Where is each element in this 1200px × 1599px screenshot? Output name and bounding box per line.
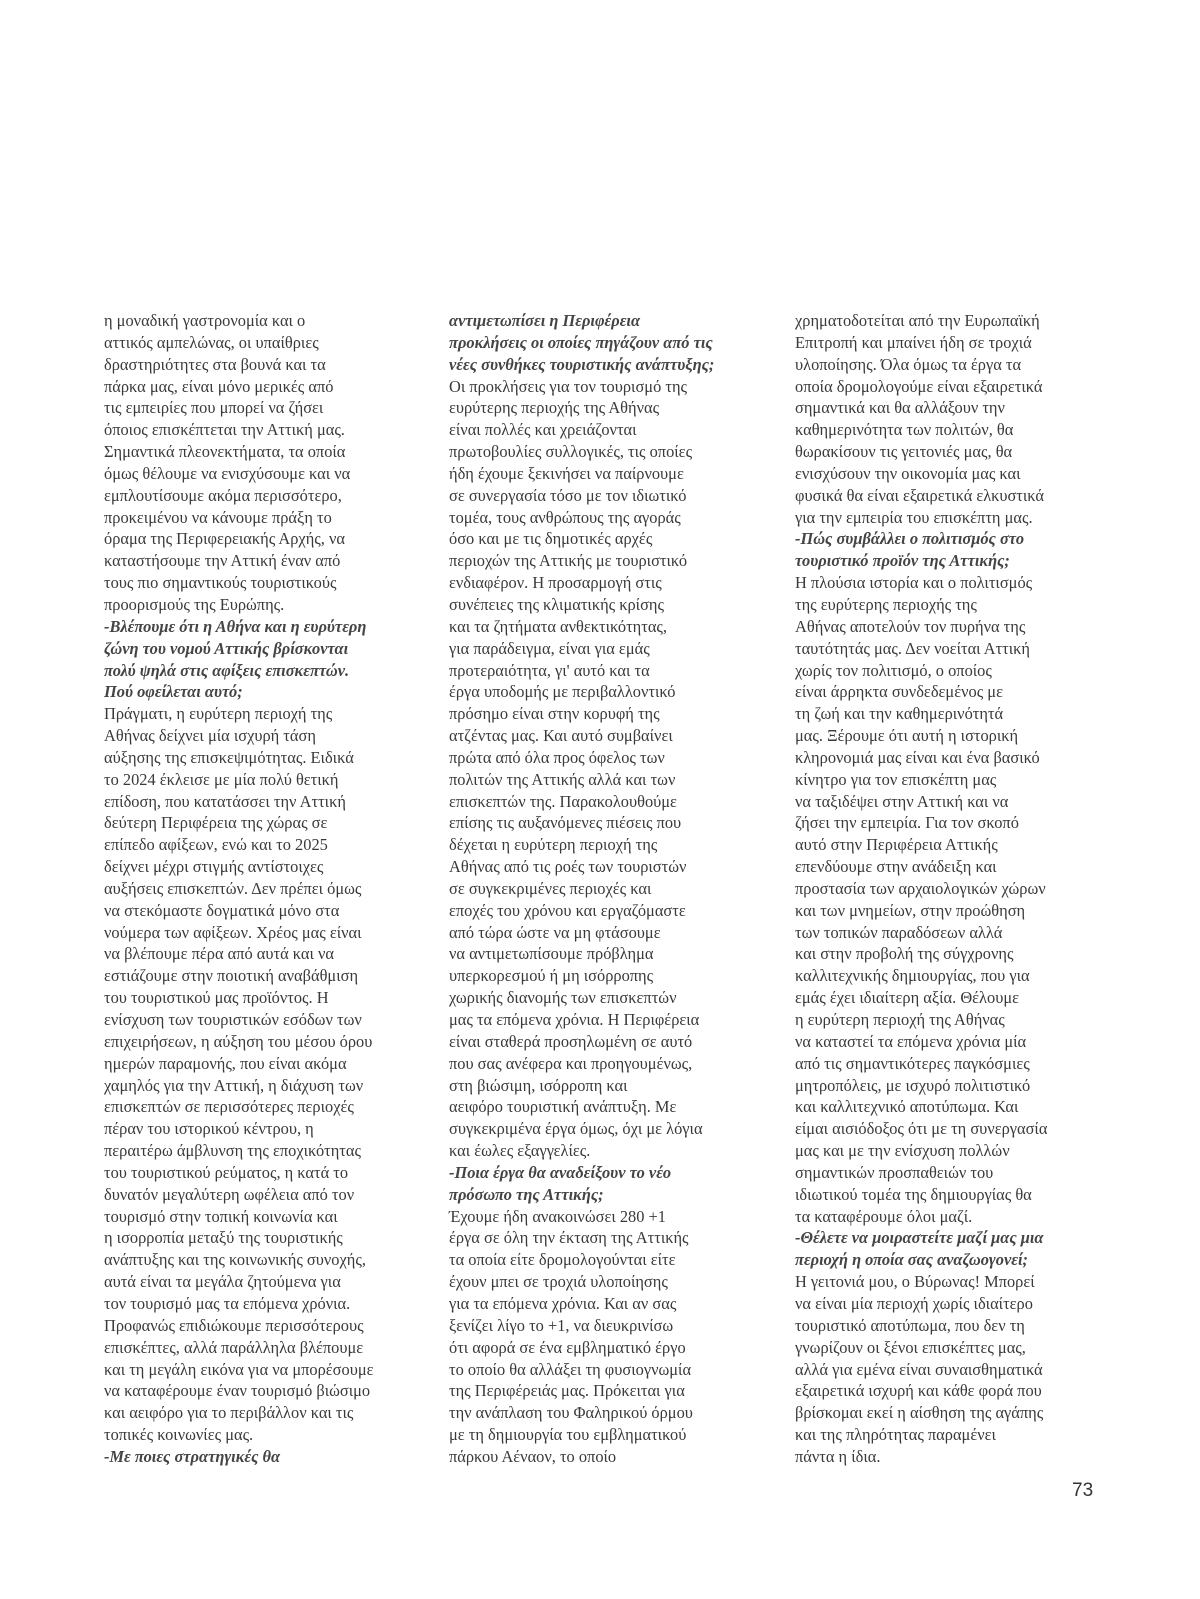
article-text-line: το οποίο θα αλλάξει τη φυσιογνωμία: [449, 1359, 692, 1379]
article-text-line: είναι άρρηκτα συνδεδεμένος με: [795, 682, 1003, 702]
article-text-line: μας. Ξέρουμε ότι αυτή η ιστορική: [795, 726, 1019, 746]
article-text-line: υλοποίησης. Όλα όμως τα έργα τα: [795, 354, 1022, 374]
article-text-line: δυνατόν μεγαλύτερη ωφέλεια από τον: [104, 1184, 355, 1204]
article-text-line: η ισορροπία μεταξύ της τουριστικής: [104, 1228, 343, 1248]
article-text-line: μητροπόλεις, με ισχυρό πολιτιστικό: [795, 1075, 1031, 1095]
article-text-line: στη βιώσιμη, ισόρροπη και: [449, 1075, 628, 1095]
interview-question-line: αντιμετωπίσει η Περιφέρεια: [449, 311, 641, 330]
article-text-line: να στεκόμαστε δογματικά μόνο στα: [104, 900, 340, 920]
article-text-line: με τη δημιουργία του εμβληματικού: [449, 1425, 687, 1445]
article-text-line: αειφόρο τουριστική ανάπτυξη. Με: [449, 1097, 677, 1117]
article-text-line: βρίσκομαι εκεί η αίσθηση της αγάπης: [795, 1403, 1044, 1423]
interview-question-line: -Βλέπουμε ότι η Αθήνα και η ευρύτερη: [104, 616, 367, 636]
article-text-line: σε συγκεκριμένες περιοχές και: [449, 878, 652, 898]
article-text-line: τη ζωή και την καθημερινότητά: [795, 704, 1004, 724]
article-text-line: καθημερινότητα των πολιτών, θα: [795, 420, 1014, 440]
article-text-line: σε συνεργασία τόσο με τον ιδιωτικό: [449, 485, 687, 505]
interview-question-line: τουριστικό προϊόν της Αττικής;: [795, 551, 1010, 571]
article-text-line: όσο και με τις δημοτικές αρχές: [449, 529, 653, 549]
interview-question-line: περιοχή η οποία σας αναζωογονεί;: [795, 1250, 1028, 1270]
article-text-line: για παράδειγμα, είναι για εμάς: [449, 638, 650, 658]
article-text-line: χρηματοδοτείται από την Ευρωπαϊκή: [795, 311, 1040, 330]
article-text-line: καλλιτεχνικής δημιουργίας, που για: [795, 966, 1030, 986]
article-text-line: ιδιωτικού τομέα της δημιουργίας θα: [795, 1184, 1032, 1204]
article-text-line: φυσικά θα είναι εξαιρετικά ελκυστικά: [795, 485, 1044, 505]
interview-question-line: πολύ ψηλά στις αφίξεις επισκεπτών.: [104, 660, 350, 680]
article-text-line: εποχές του χρόνου και εργαζόμαστε: [449, 900, 686, 920]
article-text-line: και της πληρότητας παραμένει: [795, 1425, 996, 1445]
article-text-line: προκειμένου να κάνουμε πράξη το: [104, 507, 332, 527]
text-column-left: [104, 310, 404, 1468]
article-text-line: να είναι μία περιοχή χωρίς ιδιαίτερο: [795, 1293, 1033, 1313]
article-text-line: και στην προβολή της σύγχρονης: [795, 944, 1014, 964]
article-text-line: του τουριστικού ρεύματος, η κατά το: [104, 1162, 349, 1182]
article-text-line: ότι αφορά σε ένα εμβληματικό έργο: [449, 1337, 686, 1357]
article-text-line: εμάς έχει ιδιαίτερη αξία. Θέλουμε: [795, 988, 1019, 1008]
article-text-line: όποιος επισκέπτεται την Αττική μας.: [104, 420, 345, 440]
article-text-line: σημαντικά και θα αλλάξουν την: [795, 398, 1005, 418]
article-text-line: Η γειτονιά μου, ο Βύρωνας! Μπορεί: [795, 1272, 1035, 1292]
article-text-line: είναι πολλές και χρειάζονται: [449, 420, 637, 440]
interview-question-line: -Με ποιες στρατηγικές θα: [104, 1446, 281, 1466]
article-text-line: και έωλες εξαγγελίες.: [449, 1141, 591, 1161]
article-text-line: δραστηριότητες στα βουνά και τα: [104, 354, 326, 374]
article-text-line: δείχνει μέχρι στιγμής αντίστοιχες: [104, 857, 324, 877]
article-text-line: πολιτών της Αττικής αλλά και των: [449, 769, 676, 789]
article-text-line: ημερών παραμονής, που είναι ακόμα: [104, 1053, 347, 1073]
article-text-line: Έχουμε ήδη ανακοινώσει 280 +1: [449, 1206, 666, 1226]
article-text-line: το 2024 έκλεισε με μία πολύ θετική: [104, 769, 339, 789]
article-text-line: ενίσχυση των τουριστικών εσόδων των: [104, 1010, 362, 1029]
article-text-line: χωρίς τον πολιτισμό, ο οποίος: [795, 660, 992, 680]
article-text-line: ήδη έχουμε ξεκινήσει να παίρνουμε: [449, 463, 684, 483]
article-text-line: χαμηλός για την Αττική, η διάχυση των: [104, 1075, 364, 1095]
article-text-line: επισκέπτες, αλλά παράλληλα βλέπουμε: [104, 1337, 364, 1357]
article-text-line: τουρισμό στην τοπική κοινωνία και: [104, 1206, 338, 1226]
interview-question-line: ζώνη του νομού Αττικής βρίσκονται: [104, 638, 349, 658]
article-text-line: να ταξιδέψει στην Αττική και να: [795, 791, 1009, 811]
article-text-line: γνωρίζουν οι ξένοι επισκέπτες μας,: [795, 1337, 1026, 1357]
article-text-line: δέχεται η ευρύτερη περιοχή της: [449, 835, 658, 855]
article-text-line: και καλλιτεχνικό αποτύπωμα. Και: [795, 1097, 1019, 1117]
article-text-line: επισκεπτών σε περισσότερες περιοχές: [104, 1097, 354, 1117]
article-text-line: τοπικές κοινωνίες μας.: [104, 1425, 254, 1445]
article-text-line: συνέπειες της κλιματικής κρίσης: [449, 594, 664, 614]
article-text-line: πάρκα μας, είναι μόνο μερικές από: [104, 376, 334, 396]
article-text-line: του τουριστικού μας προϊόντος. Η: [104, 988, 329, 1008]
article-text-line: έργα σε όλη την έκταση της Αττικής: [449, 1228, 689, 1248]
article-text-line: Πράγματι, η ευρύτερη περιοχή της: [104, 704, 333, 724]
article-text-line: εστιάζουμε στην ποιοτική αναβάθμιση: [104, 966, 359, 986]
interview-question-line: προκλήσεις οι οποίες πηγάζουν από τις: [449, 332, 713, 352]
article-text-line: Οι προκλήσεις για τον τουρισμό της: [449, 376, 688, 396]
article-text-line: επίσης τις αυξανόμενες πιέσεις που: [449, 813, 682, 833]
article-text-line: εξαιρετικά ισχυρή και κάθε φορά που: [795, 1381, 1042, 1401]
article-text-line: επενδύουμε στην ανάδειξη και: [795, 857, 997, 877]
text-column-right: [795, 310, 1095, 1468]
article-text-line: Αθήνας δείχνει μία ισχυρή τάση: [104, 726, 316, 746]
article-text-line: πέραν του ιστορικού κέντρου, η: [104, 1119, 314, 1139]
article-text-line: κίνητρο για τον επισκέπτη μας: [795, 769, 997, 789]
article-text-line: μας και με την ενίσχυση πολλών: [795, 1141, 1010, 1161]
article-text-line: κληρονομιά μας είναι και ένα βασικό: [795, 747, 1040, 767]
interview-question-line: -Ποια έργα θα αναδείξουν το νέο: [449, 1162, 672, 1182]
article-text-line: της ευρύτερης περιοχής της: [795, 594, 977, 614]
article-text-line: περαιτέρω άμβλυνση της εποχικότητας: [104, 1141, 361, 1161]
article-text-line: πρόσημο είναι στην κορυφή της: [449, 704, 660, 724]
article-text-line: και τα ζητήματα ανθεκτικότητας,: [449, 616, 668, 636]
article-text-line: αυτό στην Περιφέρεια Αττικής: [795, 835, 998, 855]
article-text-line: η ευρύτερη περιοχή της Αθήνας: [795, 1010, 1005, 1029]
article-text-line: επίδοση, που κατατάσσει την Αττική: [104, 791, 346, 811]
article-text-line: από τις σημαντικότερες παγκόσμιες: [795, 1053, 1030, 1073]
article-text-line: ατζέντας μας. Και αυτό συμβαίνει: [449, 726, 673, 746]
article-text-line: να καταφέρουμε έναν τουρισμό βιώσιμο: [104, 1381, 371, 1401]
article-text-line: δεύτερη Περιφέρεια της χώρας σε: [104, 813, 328, 833]
article-text-line: συγκεκριμένα έργα όμως, όχι με λόγια: [449, 1119, 703, 1139]
article-text-line: επίπεδο αφίξεων, ενώ και το 2025: [104, 835, 328, 855]
article-text-line: επισκεπτών της. Παρακολουθούμε: [449, 791, 677, 811]
article-text-line: Επιτροπή και μπαίνει ήδη σε τροχιά: [795, 332, 1032, 352]
article-text-line: αυξήσεις επισκεπτών. Δεν πρέπει όμως: [104, 878, 362, 898]
article-text-line: που σας ανέφερα και προηγουμένως,: [449, 1053, 693, 1073]
article-text-line: προστασία των αρχαιολογικών χώρων: [795, 878, 1046, 898]
article-text-line: τουριστικό αποτύπωμα, που δεν τη: [795, 1315, 1025, 1335]
article-text-line: εμπλουτίσουμε ακόμα περισσότερο,: [104, 485, 342, 505]
article-text-line: Προφανώς επιδιώκουμε περισσότερους: [104, 1315, 364, 1335]
article-text-line: τα οποία είτε δρομολογούνται είτε: [449, 1250, 676, 1270]
article-text-line: ενδιαφέρον. Η προσαρμογή στις: [449, 573, 662, 593]
interview-question-line: πρόσωπο της Αττικής;: [449, 1184, 604, 1204]
article-text-line: πάρκου Αέναον, το οποίο: [449, 1446, 617, 1466]
article-text-line: την ανάπλαση του Φαληρικού όρμου: [449, 1403, 693, 1423]
article-text-line: τις εμπειρίες που μπορεί να ζήσει: [104, 398, 324, 418]
interview-question-line: Πού οφείλεται αυτό;: [104, 682, 243, 702]
article-text-line: να καταστεί τα επόμενα χρόνια μία: [795, 1031, 1027, 1051]
article-text-line: για τα επόμενα χρόνια. Και αν σας: [449, 1293, 677, 1313]
article-text-line: πρωτοβουλίες συλλογικές, τις οποίες: [449, 442, 693, 462]
article-text-line: υπερκορεσμού ή μη ισόρροπης: [449, 966, 654, 986]
article-text-line: χωρικής διανομής των επισκεπτών: [449, 988, 677, 1008]
article-text-line: για την εμπειρία του επισκέπτη μας.: [795, 507, 1033, 527]
article-text-line: να αντιμετωπίσουμε πρόβλημα: [449, 944, 654, 964]
article-text-line: πάντα η ίδια.: [795, 1446, 881, 1466]
article-text-line: Αθήνας αποτελούν τον πυρήνα της: [795, 616, 1026, 636]
article-text-line: και των μνημείων, στην προώθηση: [795, 900, 1026, 920]
article-text-line: Αθήνας από τις ροές των τουριστών: [449, 857, 687, 877]
article-text-line: έργα υποδομής με περιβαλλοντικό: [449, 682, 676, 702]
article-text-line: είμαι αισιόδοξος ότι με τη συνεργασία: [795, 1119, 1048, 1139]
article-text-line: έχουν μπει σε τροχιά υλοποίησης: [449, 1272, 668, 1292]
article-text-line: Η πλούσια ιστορία και ο πολιτισμός: [795, 573, 1033, 593]
article-text-line: όμως θέλουμε να ενισχύσουμε και να: [104, 463, 351, 483]
article-text-line: προτεραιότητα, γι' αυτό και τα: [449, 660, 650, 680]
article-text-line: ανάπτυξης και της κοινωνικής συνοχής,: [104, 1250, 366, 1270]
article-text-line: τον τουρισμό μας τα επόμενα χρόνια.: [104, 1293, 351, 1313]
article-text-line: σημαντικών προσπαθειών του: [795, 1162, 994, 1182]
interview-question-line: νέες συνθήκες τουριστικής ανάπτυξης;: [449, 354, 715, 374]
interview-question-line: -Πώς συμβάλλει ο πολιτισμός στο: [795, 529, 1025, 549]
article-text-line: η μοναδική γαστρονομία και ο: [104, 311, 306, 330]
article-text-line: είναι σταθερά προσηλωμένη σε αυτό: [449, 1031, 693, 1051]
article-text-line: ταυτότητάς μας. Δεν νοείται Αττική: [795, 638, 1031, 658]
article-text-line: προορισμούς της Ευρώπης.: [104, 594, 285, 614]
article-text-line: να βλέπουμε πέρα από αυτά και να: [104, 944, 334, 964]
article-text-line: επιχειρήσεων, η αύξηση του μέσου όρου: [104, 1031, 373, 1051]
article-text-line: νούμερα των αφίξεων. Χρέος μας είναι: [104, 922, 362, 942]
article-text-line: ευρύτερης περιοχής της Αθήνας: [449, 398, 660, 418]
article-text-line: τους πιο σημαντικούς τουριστικούς: [104, 573, 337, 593]
article-text-line: και αειφόρο για το περιβάλλον και τις: [104, 1403, 354, 1423]
article-text-line: αλλά για εμένα είναι συναισθηματικά: [795, 1359, 1043, 1379]
article-text-line: και τη μεγάλη εικόνα για να μπορέσουμε: [104, 1359, 374, 1379]
article-text-line: οποία δρομολογούμε είναι εξαιρετικά: [795, 376, 1043, 396]
article-text-line: αυτά είναι τα μεγάλα ζητούμενα για: [104, 1272, 341, 1292]
article-text-line: ενισχύσουν την οικονομία μας και: [795, 463, 1021, 483]
article-text-line: θωρακίσουν τις γειτονιές μας, θα: [795, 442, 1013, 462]
article-text-line: πρώτα από όλα προς όφελος των: [449, 747, 665, 767]
text-column-middle: [449, 310, 749, 1468]
article-text-line: τα καταφέρουμε όλοι μαζί.: [795, 1206, 973, 1226]
article-text-line: των τοπικών παραδόσεων αλλά: [795, 922, 1003, 942]
article-text-line: ζήσει την εμπειρία. Για τον σκοπό: [795, 813, 1019, 833]
article-text-line: ξενίζει λίγο το +1, να διευκρινίσω: [449, 1315, 674, 1335]
article-text-line: τομέα, τους ανθρώπους της αγοράς: [449, 507, 681, 527]
article-text-line: καταστήσουμε την Αττική έναν από: [104, 551, 341, 571]
article-text-line: από τώρα ώστε να μη φτάσουμε: [449, 922, 661, 942]
interview-question-line: -Θέλετε να μοιραστείτε μαζί μας μια: [795, 1228, 1044, 1248]
article-text-line: περιοχών της Αττικής με τουριστικό: [449, 551, 688, 571]
article-text-line: αττικός αμπελώνας, οι υπαίθριες: [104, 332, 319, 352]
article-text-line: μας τα επόμενα χρόνια. Η Περιφέρεια: [449, 1010, 700, 1029]
article-text-line: όραμα της Περιφερειακής Αρχής, να: [104, 529, 345, 549]
article-text-line: της Περιφέρειάς μας. Πρόκειται για: [449, 1381, 685, 1401]
page-number: 73: [1072, 1480, 1094, 1501]
article-text-line: Σημαντικά πλεονεκτήματα, τα οποία: [104, 442, 346, 462]
article-text-line: αύξησης της επισκεψιμότητας. Ειδικά: [104, 747, 354, 767]
